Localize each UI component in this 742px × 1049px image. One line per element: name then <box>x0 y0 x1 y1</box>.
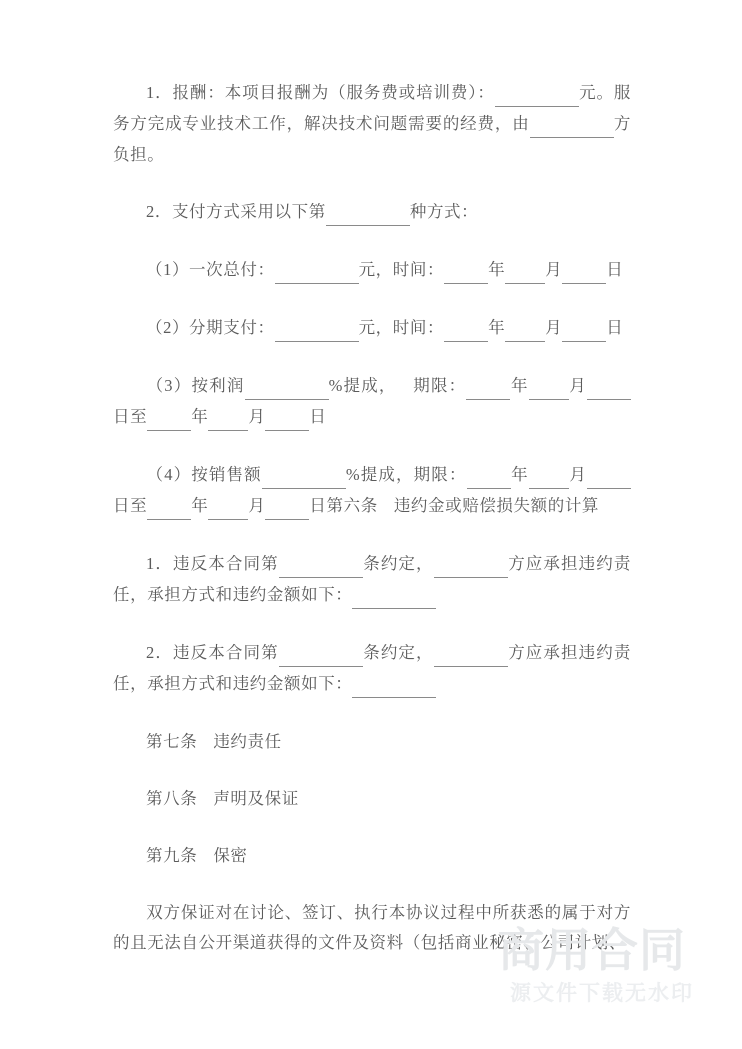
payment-option-lump-sum <box>113 255 631 286</box>
paragraph-text: （2）分期支付： <box>146 318 275 337</box>
article-seven-heading <box>113 727 631 757</box>
clause-payment-method <box>113 197 631 228</box>
fill-in-blank[interactable] <box>147 400 191 431</box>
payment-option-profit-share <box>113 371 631 433</box>
fill-in-blank[interactable] <box>434 636 508 667</box>
fill-in-blank[interactable] <box>245 369 329 400</box>
paragraph-text: 日 <box>309 407 327 426</box>
fill-in-blank[interactable] <box>147 489 191 520</box>
fill-in-blank[interactable] <box>265 400 309 431</box>
fill-in-blank[interactable] <box>444 253 488 284</box>
paragraph-text: 条约定， <box>362 554 434 573</box>
fill-in-blank[interactable] <box>275 253 359 284</box>
paragraph-text: %提成，期限： <box>345 465 467 484</box>
paragraph-text: 月 <box>248 496 266 515</box>
paragraph-text: 条约定， <box>362 643 434 662</box>
clause-confidentiality-body <box>113 898 631 958</box>
fill-in-blank[interactable] <box>466 369 510 400</box>
fill-in-blank[interactable] <box>587 458 631 489</box>
paragraph-text: 保密 <box>213 846 248 865</box>
paragraph-text: （1）一次总付： <box>146 260 275 279</box>
clause-breach-liability-2 <box>113 638 631 700</box>
paragraph-text: 年 <box>488 318 506 337</box>
watermark-logo-text: 商用合同 <box>498 923 686 977</box>
fill-in-blank[interactable] <box>262 458 346 489</box>
fill-in-blank[interactable] <box>352 667 436 698</box>
payment-option-sales-share <box>113 460 631 522</box>
fill-in-blank[interactable] <box>505 253 545 284</box>
payment-option-installment <box>113 313 631 344</box>
paragraph-text: 日 <box>606 318 624 337</box>
paragraph-text: 年 <box>510 465 529 484</box>
paragraph-text: 2．违反本合同第 <box>146 643 279 662</box>
fill-in-blank[interactable] <box>495 76 579 107</box>
paragraph-text: 月 <box>568 465 588 484</box>
paragraph-text: 日至 <box>113 496 148 515</box>
paragraph-text: 年 <box>488 260 506 279</box>
fill-in-blank[interactable] <box>529 458 569 489</box>
paragraph-text: 期限： <box>412 376 467 395</box>
fill-in-blank[interactable] <box>467 458 511 489</box>
clause-breach-liability-1 <box>113 549 631 611</box>
paragraph-text: 日至 <box>113 407 148 426</box>
paragraph-text: 1．违反本合同第 <box>146 554 279 573</box>
fill-in-blank[interactable] <box>208 489 248 520</box>
fill-in-blank[interactable] <box>529 369 569 400</box>
article-nine-heading <box>113 841 631 871</box>
paragraph-text: 月 <box>545 318 563 337</box>
watermark-subtitle-text: 源文件下载无水印 <box>510 981 694 1005</box>
paragraph-text: （4）按销售额 <box>146 465 262 484</box>
paragraph-text: 元。服务方完成专业技术工作，解决技术问题需要的经费，由 <box>113 83 631 133</box>
paragraph-text: 双方保证对在讨论、签订、执行本协议过程中所获悉的属于对方的且无法自公开渠道获得的文件及资料（包括商业秘密、公司计划、 <box>113 903 631 952</box>
paragraph-text: %提成， <box>328 376 397 395</box>
fill-in-blank[interactable] <box>275 311 359 342</box>
fill-in-blank[interactable] <box>562 253 606 284</box>
paragraph-text: 方应承担违约责任，承担方式和违约金额如下： <box>113 643 631 693</box>
paragraph-text: 元，时间： <box>358 260 445 279</box>
paragraph-text: 第七条 <box>146 732 198 751</box>
paragraph-text: （3）按利润 <box>146 376 245 395</box>
clause-remuneration <box>113 78 631 170</box>
paragraph-text: 违约责任 <box>213 732 282 751</box>
document-body <box>113 78 631 958</box>
paragraph-text: 月 <box>545 260 563 279</box>
fill-in-blank[interactable] <box>530 107 614 138</box>
fill-in-blank[interactable] <box>279 547 363 578</box>
paragraph-text: 年 <box>510 376 529 395</box>
fill-in-blank[interactable] <box>505 311 545 342</box>
fill-in-blank[interactable] <box>326 195 410 226</box>
paragraph-text: 违约金或赔偿损失额的计算 <box>393 496 600 515</box>
paragraph-text: 种方式： <box>409 202 479 221</box>
paragraph-text: 月 <box>248 407 266 426</box>
paragraph-text: 1．报酬：本项目报酬为（服务费或培训费）： <box>146 83 495 102</box>
fill-in-blank[interactable] <box>208 400 248 431</box>
fill-in-blank[interactable] <box>265 489 309 520</box>
paragraph-text: 年 <box>191 496 209 515</box>
fill-in-blank[interactable] <box>444 311 488 342</box>
paragraph-text: 第九条 <box>146 846 198 865</box>
fill-in-blank[interactable] <box>279 636 363 667</box>
article-eight-heading <box>113 784 631 814</box>
paragraph-text: 日第六条 <box>309 496 378 515</box>
paragraph-text: 年 <box>191 407 209 426</box>
paragraph-text: 第八条 <box>146 789 198 808</box>
paragraph-text: 方负担。 <box>113 114 631 164</box>
paragraph-text: 2．支付方式采用以下第 <box>146 202 326 221</box>
fill-in-blank[interactable] <box>562 311 606 342</box>
paragraph-text: 方应承担违约责任，承担方式和违约金额如下： <box>113 554 631 604</box>
paragraph-text: 日 <box>606 260 624 279</box>
fill-in-blank[interactable] <box>587 369 631 400</box>
fill-in-blank[interactable] <box>352 578 436 609</box>
fill-in-blank[interactable] <box>434 547 508 578</box>
paragraph-text: 月 <box>568 376 587 395</box>
paragraph-text: 元，时间： <box>358 318 445 337</box>
paragraph-text: 声明及保证 <box>213 789 299 808</box>
